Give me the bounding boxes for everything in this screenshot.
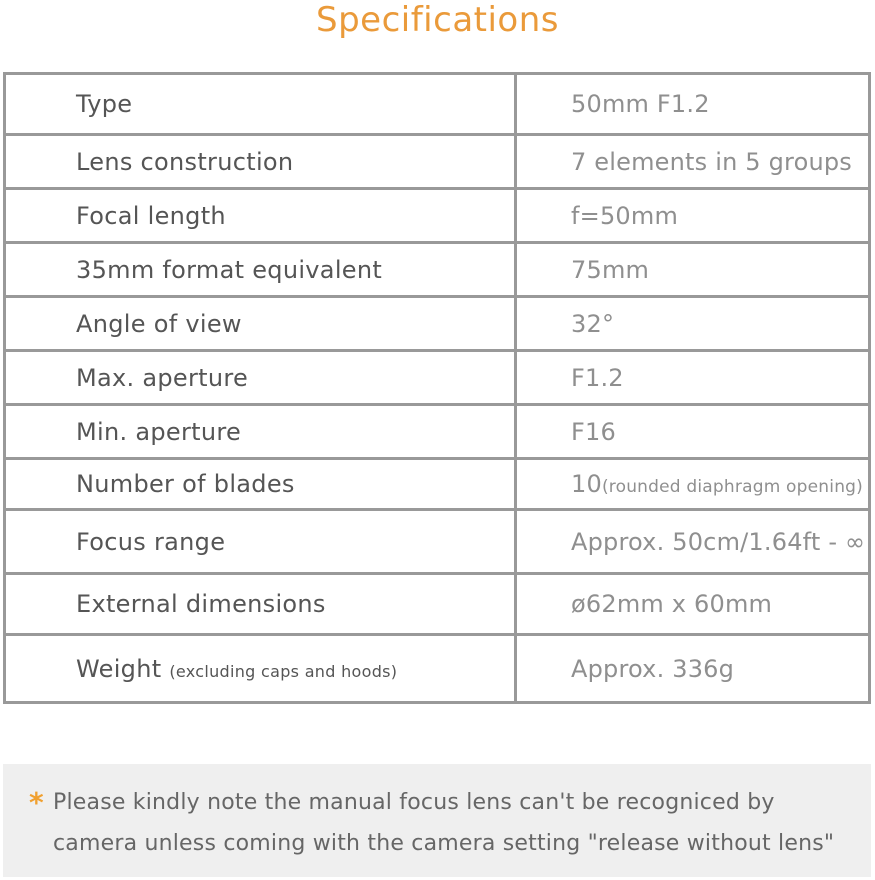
spec-value: F1.2	[571, 363, 624, 392]
spec-label: Min. aperture	[76, 417, 242, 446]
spec-value-cell	[516, 297, 870, 351]
spec-row	[5, 243, 870, 297]
spec-label-cell	[5, 635, 516, 703]
spec-value: Approx. 50cm/1.64ft - ∞	[571, 527, 866, 556]
specifications-table	[3, 72, 871, 704]
spec-label: Max. aperture	[76, 363, 249, 392]
spec-label: 35mm format equivalent	[76, 255, 383, 284]
spec-label-cell	[5, 135, 516, 189]
spec-label: Weight	[76, 654, 162, 683]
spec-value: 50mm F1.2	[571, 90, 710, 118]
spec-label: Angle of view	[76, 309, 242, 338]
spec-label: Lens construction	[76, 147, 294, 176]
spec-label-cell	[5, 297, 516, 351]
spec-row	[5, 74, 870, 135]
spec-label: External dimensions	[76, 590, 326, 618]
page-title: Specifications	[315, 0, 559, 40]
spec-value-cell	[516, 510, 870, 574]
spec-row	[5, 510, 870, 574]
spec-value: 75mm	[571, 255, 650, 284]
spec-value: Approx. 336g	[571, 654, 735, 683]
spec-value-cell	[516, 243, 870, 297]
spec-value: 7 elements in 5 groups	[571, 147, 853, 176]
spec-row	[5, 135, 870, 189]
spec-value-cell	[516, 351, 870, 405]
spec-value-cell	[516, 135, 870, 189]
spec-value: 32°	[571, 309, 615, 338]
spec-label-cell	[5, 74, 516, 135]
note-line-2: camera unless coming with the camera setting "release without lens"	[53, 831, 835, 856]
spec-row	[5, 405, 870, 459]
spec-value-cell	[516, 74, 870, 135]
spec-row	[5, 574, 870, 635]
asterisk-icon: *	[29, 786, 44, 819]
specifications-table-body	[5, 74, 870, 703]
spec-value-cell	[516, 574, 870, 635]
spec-value: f=50mm	[571, 201, 679, 230]
spec-value-note: (rounded diaphragm opening)	[601, 477, 864, 497]
spec-label-cell	[5, 574, 516, 635]
spec-value-cell	[516, 459, 870, 510]
spec-label: Focus range	[76, 527, 226, 556]
spec-label: Type	[76, 90, 133, 118]
spec-label-cell	[5, 405, 516, 459]
spec-label-cell	[5, 459, 516, 510]
spec-label: Number of blades	[76, 470, 295, 498]
spec-label-cell	[5, 351, 516, 405]
spec-value-cell	[516, 405, 870, 459]
spec-row	[5, 189, 870, 243]
spec-label-cell	[5, 189, 516, 243]
spec-row	[5, 351, 870, 405]
spec-value-cell	[516, 635, 870, 703]
spec-label-note: (excluding caps and hoods)	[169, 661, 398, 681]
spec-row	[5, 635, 870, 703]
spec-value: ø62mm x 60mm	[571, 590, 773, 618]
spec-value: 10	[571, 470, 602, 498]
spec-row	[5, 459, 870, 510]
spec-row	[5, 297, 870, 351]
compatibility-note	[3, 764, 871, 877]
spec-value-cell	[516, 189, 870, 243]
spec-label-cell	[5, 243, 516, 297]
note-line-1: Please kindly note the manual focus lens can't be recogniced by	[53, 790, 775, 815]
spec-value: F16	[571, 417, 616, 446]
spec-label-cell	[5, 510, 516, 574]
spec-label: Focal length	[76, 201, 226, 230]
